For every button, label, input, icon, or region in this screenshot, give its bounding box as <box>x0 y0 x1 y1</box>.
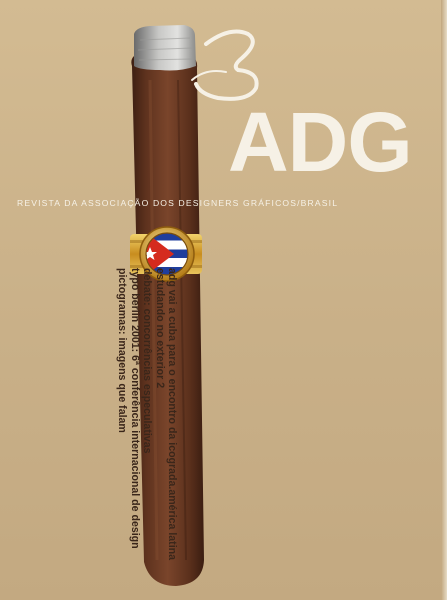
magazine-title: ADG <box>228 95 412 189</box>
headline-item: adg vai a cuba para o encontro da icograda.américa latina <box>166 268 178 561</box>
magazine-tagline: REVISTA DA ASSOCIAÇÃO DOS DESIGNERS GRÁFICOS/BRASIL <box>17 198 339 208</box>
headline-item: debate: concorrências especulativas <box>141 268 154 454</box>
headline-item: typo berlin 2001: 6ª conferência internacional de design <box>128 268 141 549</box>
cover-edge <box>441 0 447 600</box>
cover-headlines <box>116 268 178 561</box>
issue-number-graphic <box>186 22 270 102</box>
headline-item: estudando no exterior 2 <box>153 268 166 389</box>
headline-item: pictogramas: imagens que falam <box>116 268 129 433</box>
